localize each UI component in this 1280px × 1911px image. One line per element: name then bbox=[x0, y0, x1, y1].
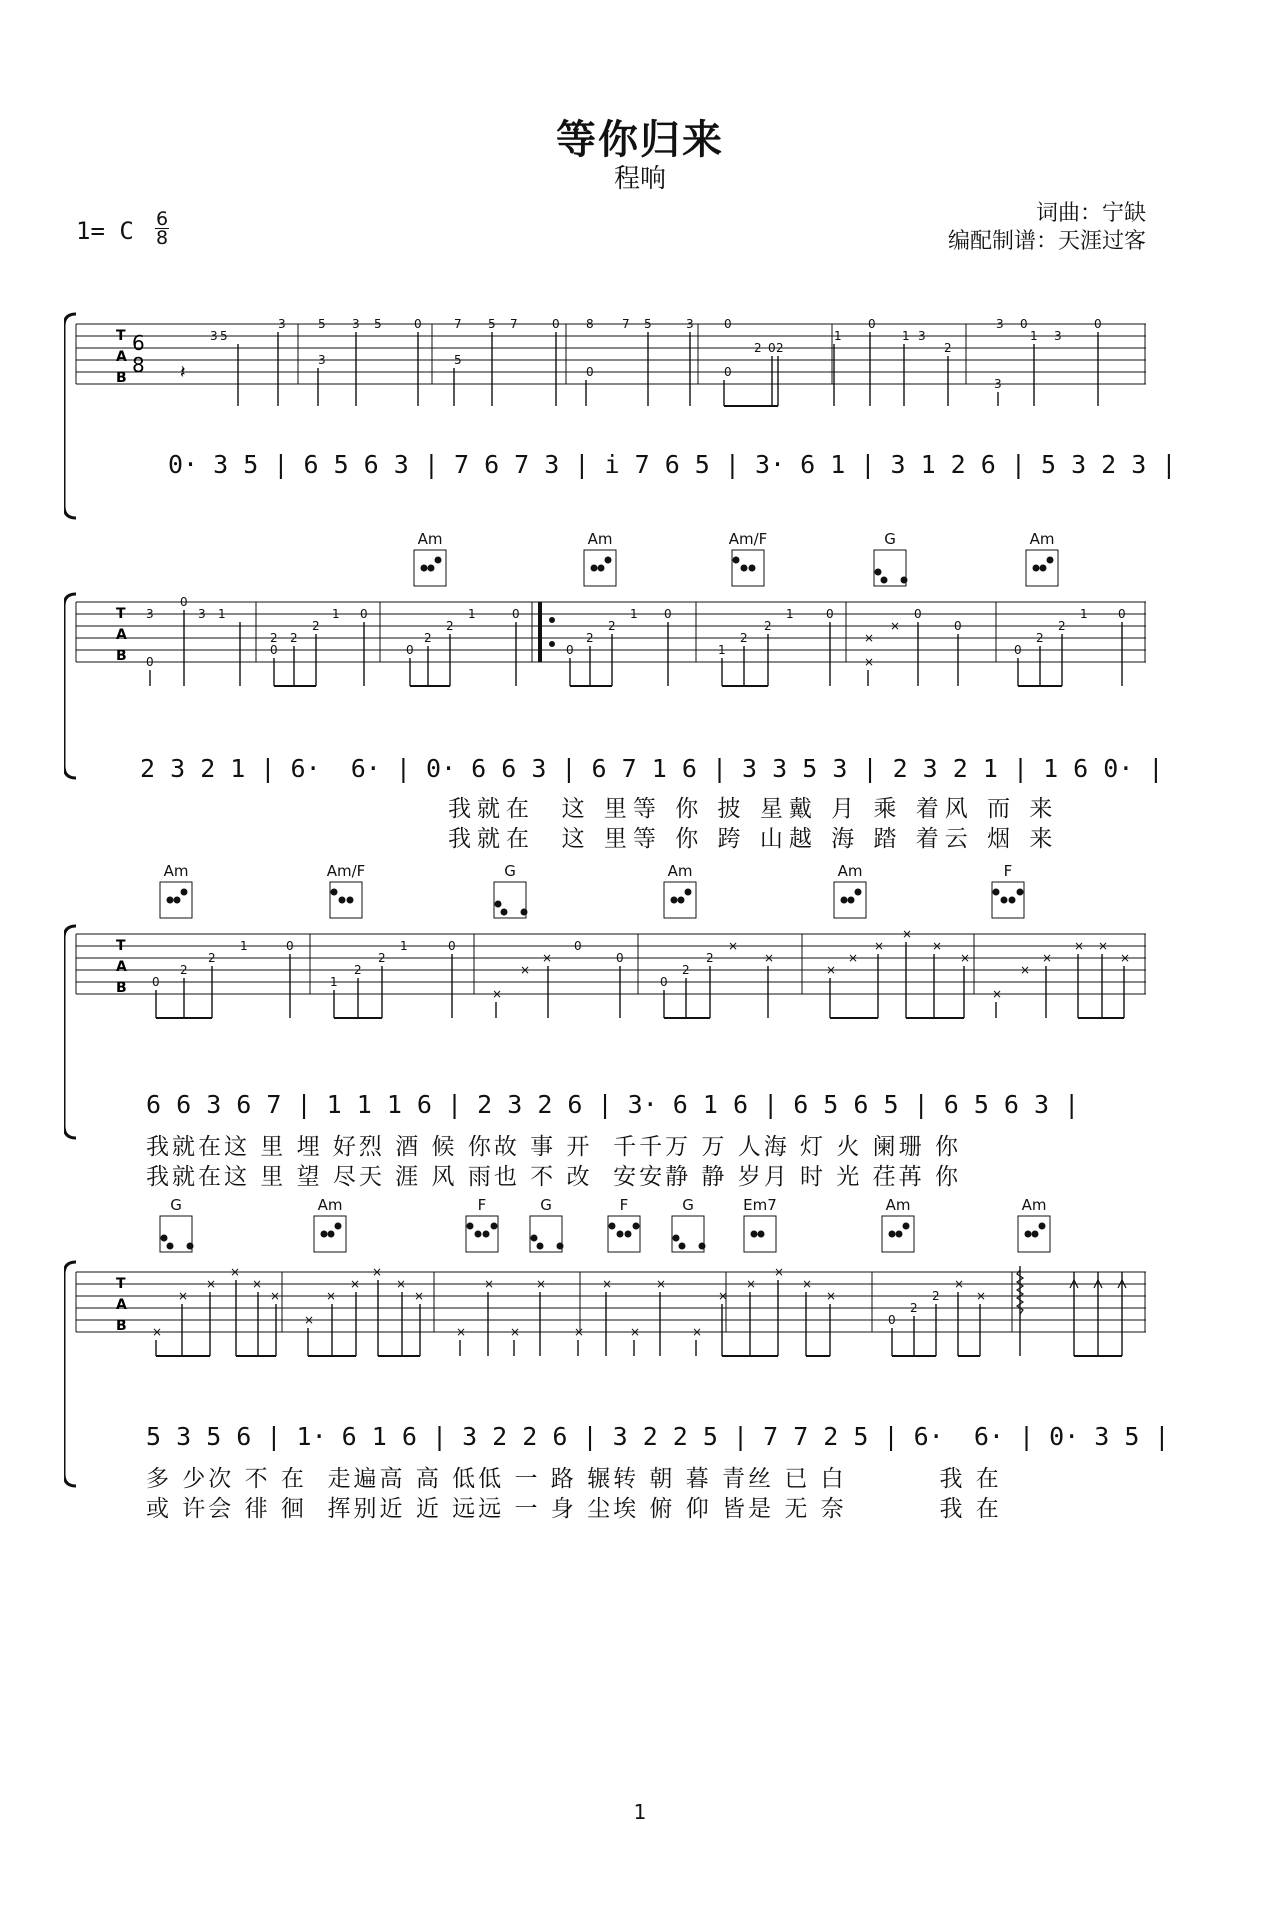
svg-text:0: 0 bbox=[826, 607, 834, 621]
svg-text:0: 0 bbox=[406, 643, 414, 657]
svg-text:2: 2 bbox=[208, 951, 216, 965]
svg-text:×: × bbox=[728, 939, 739, 953]
svg-text:×: × bbox=[976, 1289, 987, 1303]
svg-text:0: 0 bbox=[664, 607, 672, 621]
svg-text:3: 3 bbox=[278, 317, 286, 331]
chord-label: Am bbox=[885, 1196, 911, 1214]
svg-text:2: 2 bbox=[354, 963, 362, 977]
svg-text:×: × bbox=[902, 927, 913, 941]
svg-text:3: 3 bbox=[352, 317, 360, 331]
svg-text:1: 1 bbox=[834, 329, 842, 343]
chord-label: Am bbox=[317, 1196, 343, 1214]
svg-text:1: 1 bbox=[630, 607, 638, 621]
svg-text:0: 0 bbox=[616, 951, 624, 965]
svg-text:2: 2 bbox=[424, 631, 432, 645]
jianpu-line-2: 2 3 2 1 | 6· 6· | 0· 6 6 3 | 6 7 1 6 | 3 3 5 3 | 2 3 2 1 | 1 6 0· | bbox=[140, 754, 1164, 783]
svg-text:×: × bbox=[326, 1289, 337, 1303]
svg-text:0: 0 bbox=[868, 317, 876, 331]
svg-text:×: × bbox=[372, 1265, 383, 1279]
chord-label: G bbox=[170, 1196, 182, 1214]
credit-lyrics-music: 词曲：宁缺 bbox=[1035, 201, 1146, 226]
svg-text:×: × bbox=[574, 1325, 585, 1339]
svg-text:5: 5 bbox=[374, 317, 382, 331]
svg-text:×: × bbox=[206, 1277, 217, 1291]
svg-text:×: × bbox=[718, 1289, 729, 1303]
svg-text:3: 3 bbox=[994, 377, 1002, 391]
svg-text:×: × bbox=[484, 1277, 495, 1291]
svg-text:1: 1 bbox=[330, 975, 338, 989]
chord-label: Am bbox=[837, 862, 863, 880]
svg-text:5: 5 bbox=[644, 317, 652, 331]
svg-text:×: × bbox=[864, 655, 875, 669]
svg-text:3: 3 bbox=[146, 607, 154, 621]
svg-text:3: 3 bbox=[996, 317, 1004, 331]
svg-text:3: 3 bbox=[918, 329, 926, 343]
score-system-3 bbox=[64, 862, 1146, 1190]
svg-text:B: B bbox=[116, 370, 127, 386]
svg-text:×: × bbox=[1020, 963, 1031, 977]
svg-text:1: 1 bbox=[1030, 329, 1038, 343]
tab-staff-1 bbox=[64, 310, 1146, 530]
svg-text:×: × bbox=[350, 1277, 361, 1291]
jianpu-line-3: 6 6 3 6 7 | 1 1 1 6 | 2 3 2 6 | 3· 6 1 6 | 6 5 6 5 | 6 5 6 3 | bbox=[146, 1090, 1080, 1119]
svg-text:2: 2 bbox=[180, 963, 188, 977]
svg-text:×: × bbox=[230, 1265, 241, 1279]
chord-label: Am bbox=[667, 862, 693, 880]
svg-text:0: 0 bbox=[180, 595, 188, 609]
lyrics-verse-2: 我就在 这 里等 你 跨 山越 海 踏 着云 烟 来 bbox=[448, 826, 1059, 852]
svg-text:0: 0 bbox=[574, 939, 582, 953]
svg-text:×: × bbox=[774, 1265, 785, 1279]
svg-text:×: × bbox=[874, 939, 885, 953]
score-system-4 bbox=[64, 1196, 1170, 1522]
svg-text:×: × bbox=[656, 1277, 667, 1291]
svg-text:×: × bbox=[414, 1289, 425, 1303]
svg-text:2: 2 bbox=[270, 631, 278, 645]
chord-diagrams bbox=[160, 882, 1024, 918]
song-artist: 程响 bbox=[613, 164, 666, 194]
chord-label: Am bbox=[587, 530, 613, 548]
svg-text:T: T bbox=[116, 938, 126, 954]
svg-text:0: 0 bbox=[1118, 607, 1126, 621]
svg-text:×: × bbox=[692, 1325, 703, 1339]
svg-text:2: 2 bbox=[776, 341, 784, 355]
svg-text:×: × bbox=[746, 1277, 757, 1291]
svg-text:×: × bbox=[764, 951, 775, 965]
score-system-1 bbox=[64, 310, 1177, 530]
svg-text:8: 8 bbox=[132, 353, 145, 377]
svg-text:A: A bbox=[116, 959, 127, 975]
chord-label: Am bbox=[417, 530, 443, 548]
chord-label: G bbox=[540, 1196, 552, 1214]
lyrics-verse-1: 多 少次 不 在 走遍高 高 低低 一 路 辗转 朝 暮 青丝 已 白 我 在 bbox=[146, 1466, 1002, 1492]
lyrics-verse-1: 我就在这 里 埋 好烈 酒 候 你故 事 开 千千万 万 人海 灯 火 阑珊 你 bbox=[146, 1134, 961, 1160]
chord-label: Em7 bbox=[743, 1196, 777, 1214]
svg-text:5: 5 bbox=[488, 317, 496, 331]
svg-text:1: 1 bbox=[332, 607, 340, 621]
chord-label: G bbox=[504, 862, 516, 880]
page-number: 1 bbox=[633, 1800, 647, 1824]
svg-text:0: 0 bbox=[448, 939, 456, 953]
svg-text:3: 3 bbox=[198, 607, 206, 621]
svg-text:7: 7 bbox=[622, 317, 630, 331]
svg-text:7: 7 bbox=[510, 317, 518, 331]
svg-text:B: B bbox=[116, 648, 127, 664]
svg-text:2: 2 bbox=[910, 1301, 918, 1315]
svg-text:×: × bbox=[1042, 951, 1053, 965]
song-title: 等你归来 bbox=[556, 117, 724, 163]
svg-text:×: × bbox=[396, 1277, 407, 1291]
svg-text:2: 2 bbox=[1058, 619, 1066, 633]
svg-text:×: × bbox=[270, 1289, 281, 1303]
chord-label: G bbox=[682, 1196, 694, 1214]
svg-text:8: 8 bbox=[586, 317, 594, 331]
svg-text:B: B bbox=[116, 1318, 127, 1334]
svg-text:0: 0 bbox=[1094, 317, 1102, 331]
chord-label: Am bbox=[1021, 1196, 1047, 1214]
svg-text:2: 2 bbox=[706, 951, 714, 965]
lyrics-verse-2: 我就在这 里 望 尽天 涯 风 雨也 不 改 安安静 静 岁月 时 光 荏苒 你 bbox=[146, 1164, 961, 1190]
svg-text:0: 0 bbox=[660, 975, 668, 989]
chord-label: F bbox=[1003, 862, 1013, 880]
svg-text:×: × bbox=[826, 963, 837, 977]
svg-text:0: 0 bbox=[768, 341, 776, 355]
svg-text:5: 5 bbox=[454, 353, 462, 367]
svg-text:×: × bbox=[848, 951, 859, 965]
svg-text:×: × bbox=[520, 963, 531, 977]
svg-text:2: 2 bbox=[682, 963, 690, 977]
svg-text:T: T bbox=[116, 1276, 126, 1292]
svg-text:×: × bbox=[152, 1325, 163, 1339]
jianpu-line-4: 5 3 5 6 | 1· 6 1 6 | 3 2 2 6 | 3 2 2 5 | 7 7 2 5 | 6· 6· | 0· 3 5 | bbox=[146, 1422, 1170, 1451]
svg-text:×: × bbox=[864, 631, 875, 645]
svg-text:T: T bbox=[116, 606, 126, 622]
svg-text:3: 3 bbox=[318, 353, 326, 367]
credits bbox=[948, 200, 1146, 256]
svg-text:𝄽: 𝄽 bbox=[180, 362, 186, 383]
tab-staff-2 bbox=[64, 530, 1146, 790]
score-system-2 bbox=[64, 530, 1164, 852]
svg-text:2: 2 bbox=[944, 341, 952, 355]
svg-text:0: 0 bbox=[586, 365, 594, 379]
svg-text:×: × bbox=[536, 1277, 547, 1291]
svg-text:6: 6 bbox=[132, 331, 145, 355]
svg-text:0: 0 bbox=[286, 939, 294, 953]
svg-text:2: 2 bbox=[446, 619, 454, 633]
svg-text:×: × bbox=[932, 939, 943, 953]
svg-text:0: 0 bbox=[566, 643, 574, 657]
key-signature: 1= C bbox=[76, 217, 134, 245]
svg-text:1: 1 bbox=[786, 607, 794, 621]
jianpu-line-1: 0· 3 5 | 6 5 6 3 | 7 6 7 3 | i 7 6 5 | 3· 6 1 | 3 1 2 6 | 5 3 2 3 | bbox=[168, 450, 1177, 479]
svg-text:5: 5 bbox=[220, 329, 228, 343]
svg-text:×: × bbox=[510, 1325, 521, 1339]
svg-text:2: 2 bbox=[932, 1289, 940, 1303]
svg-text:0: 0 bbox=[724, 317, 732, 331]
time-signature-bottom: 8 bbox=[155, 227, 169, 249]
svg-text:0: 0 bbox=[512, 607, 520, 621]
svg-text:×: × bbox=[178, 1289, 189, 1303]
svg-text:×: × bbox=[456, 1325, 467, 1339]
svg-text:×: × bbox=[1120, 951, 1131, 965]
svg-text:×: × bbox=[252, 1277, 263, 1291]
svg-text:A: A bbox=[116, 349, 127, 365]
svg-text:×: × bbox=[1074, 939, 1085, 953]
svg-text:2: 2 bbox=[740, 631, 748, 645]
svg-text:×: × bbox=[954, 1277, 965, 1291]
svg-text:2: 2 bbox=[608, 619, 616, 633]
svg-text:5: 5 bbox=[318, 317, 326, 331]
svg-text:A: A bbox=[116, 1297, 127, 1313]
chord-diagrams bbox=[414, 550, 1058, 586]
svg-text:2: 2 bbox=[586, 631, 594, 645]
svg-text:3: 3 bbox=[1054, 329, 1062, 343]
svg-text:1: 1 bbox=[218, 607, 226, 621]
chord-label: Am/F bbox=[326, 862, 366, 880]
svg-text:0: 0 bbox=[552, 317, 560, 331]
svg-text:×: × bbox=[802, 1277, 813, 1291]
svg-text:×: × bbox=[492, 987, 503, 1001]
svg-text:×: × bbox=[826, 1289, 837, 1303]
svg-text:0: 0 bbox=[414, 317, 422, 331]
svg-text:2: 2 bbox=[764, 619, 772, 633]
credit-arranger: 编配制谱：天涯过客 bbox=[947, 229, 1146, 254]
chord-label: F bbox=[477, 1196, 487, 1214]
time-signature-top: 6 bbox=[155, 208, 169, 230]
chord-label: Am bbox=[163, 862, 189, 880]
chord-label: Am bbox=[1029, 530, 1055, 548]
chord-label: G bbox=[884, 530, 896, 548]
svg-text:×: × bbox=[890, 619, 901, 633]
svg-text:2: 2 bbox=[754, 341, 762, 355]
lyrics-verse-2: 或 许会 徘 徊 挥别近 近 远远 一 身 尘埃 俯 仰 皆是 无 奈 我 在 bbox=[146, 1496, 1002, 1522]
chord-label: Am/F bbox=[728, 530, 768, 548]
svg-text:×: × bbox=[1098, 939, 1109, 953]
svg-text:×: × bbox=[542, 951, 553, 965]
svg-text:×: × bbox=[992, 987, 1003, 1001]
svg-text:0: 0 bbox=[152, 975, 160, 989]
svg-text:0: 0 bbox=[954, 619, 962, 633]
svg-text:×: × bbox=[630, 1325, 641, 1339]
svg-text:0: 0 bbox=[270, 643, 278, 657]
svg-text:0: 0 bbox=[914, 607, 922, 621]
svg-text:1: 1 bbox=[902, 329, 910, 343]
svg-text:2: 2 bbox=[312, 619, 320, 633]
svg-text:0: 0 bbox=[888, 1313, 896, 1327]
svg-text:T: T bbox=[116, 328, 126, 344]
lyrics-verse-1: 我就在 这 里等 你 披 星戴 月 乘 着风 而 来 bbox=[448, 796, 1059, 822]
svg-text:1: 1 bbox=[718, 643, 726, 657]
svg-text:2: 2 bbox=[1036, 631, 1044, 645]
chord-diagrams bbox=[160, 1216, 1050, 1252]
svg-text:B: B bbox=[116, 980, 127, 996]
svg-text:0: 0 bbox=[1020, 317, 1028, 331]
svg-text:2: 2 bbox=[290, 631, 298, 645]
chord-label: F bbox=[619, 1196, 629, 1214]
svg-text:×: × bbox=[304, 1313, 315, 1327]
svg-text:0: 0 bbox=[724, 365, 732, 379]
svg-text:1: 1 bbox=[400, 939, 408, 953]
svg-text:1: 1 bbox=[240, 939, 248, 953]
svg-text:0: 0 bbox=[146, 655, 154, 669]
svg-text:7: 7 bbox=[454, 317, 462, 331]
svg-text:3: 3 bbox=[210, 329, 218, 343]
svg-text:3: 3 bbox=[686, 317, 694, 331]
svg-text:0: 0 bbox=[1014, 643, 1022, 657]
time-signature bbox=[154, 210, 170, 247]
svg-text:1: 1 bbox=[1080, 607, 1088, 621]
svg-text:2: 2 bbox=[378, 951, 386, 965]
svg-text:×: × bbox=[960, 951, 971, 965]
svg-text:A: A bbox=[116, 627, 127, 643]
svg-text:×: × bbox=[602, 1277, 613, 1291]
svg-text:0: 0 bbox=[360, 607, 368, 621]
svg-text:1: 1 bbox=[468, 607, 476, 621]
